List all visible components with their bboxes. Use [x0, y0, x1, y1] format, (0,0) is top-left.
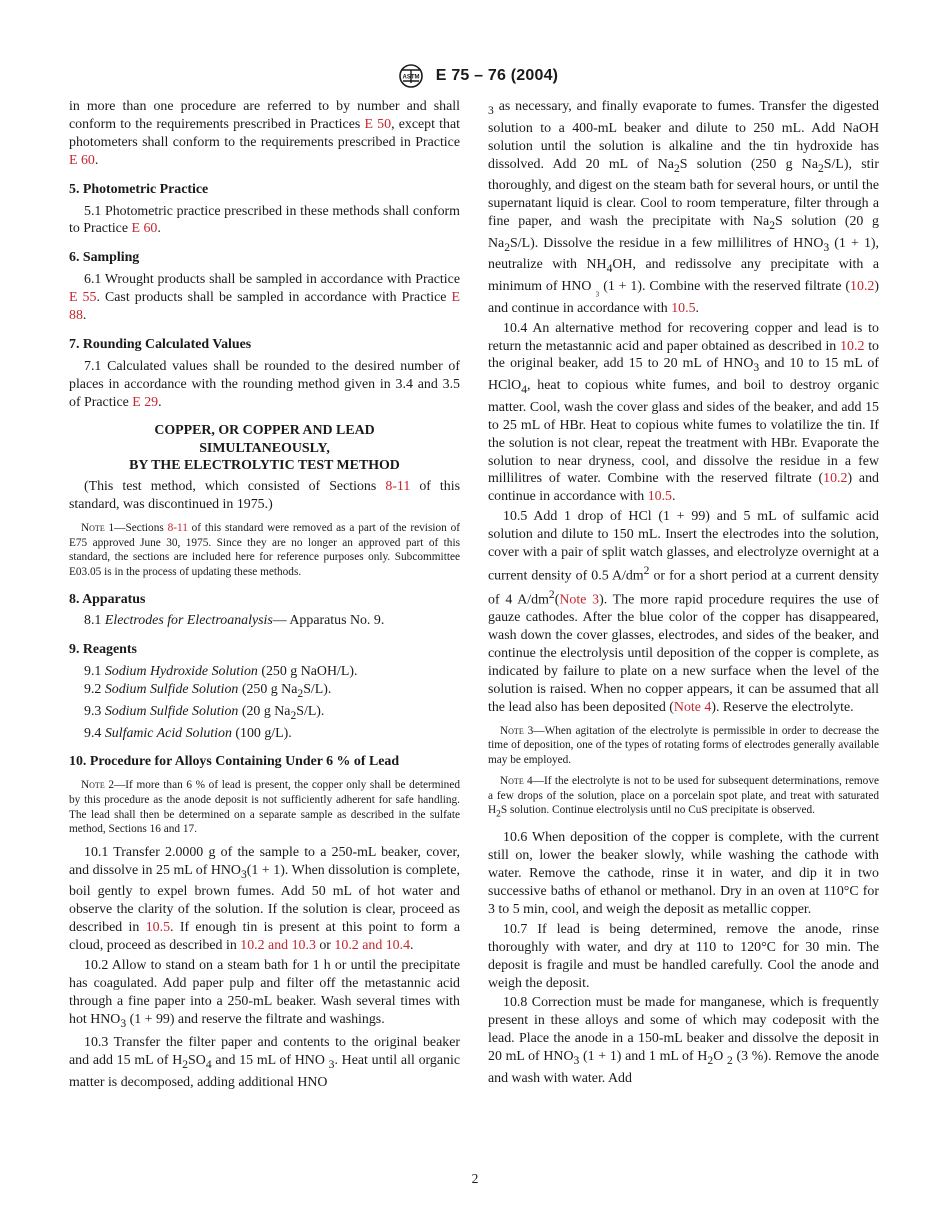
- paragraph: 10.4 An alternative method for recovering copper and lead is to return the metastannic acid and paper obtained as described in 10.2 to the original beaker, add 15 to 20 mL of $HNO_3$ and 10 to 15 mL of HClO$_4$, heat to copious white fumes, and boil to destroy organic matter. Cool, wash the cover glass and sides of the beaker, and add 15 to 25 mL of HBr. Heat to copious white fumes to volatilize the tin. If the solution is not clear, repeat the treatment with HBr. Evaporate the solution to near dryness, cool, and dissolve the residue in a few millilitres of water. Combine with the reserved filtrate (10.2) and continue in accordance with 10.5.: [488, 320, 880, 505]
- astm-logo-icon: [392, 64, 430, 88]
- ref-link[interactable]: E 55: [69, 290, 97, 306]
- ref-link[interactable]: E 50: [364, 116, 392, 132]
- paragraph: 6.1 Wrought products shall be sampled in accordance with Practice E 55. Cast products shall be sampled in accordance with Practice E 88.: [69, 272, 460, 324]
- page-number: 2: [471, 1171, 479, 1186]
- ref-link[interactable]: Note 4: [673, 699, 712, 715]
- paragraph: 10.1 Transfer 2.0000 g of the sample to a 250-mL beaker, cover, and dissolve in 25 mL of $HNO_3(1 + 1)$. When dissolution is complete, boil gently to expel brown fumes. Add 50 mL of hot water and observe the clarity of the solution. If the solution is clear, proceed as described in 10.5. If enough tin is present at this point to form a cloud, proceed as described in 10.2 and 10.3 or 10.2 and 10.4.: [69, 844, 460, 953]
- reagent-item: 9.2 Sodium Sulfide Solution (250 g $Na_2S/L$).: [84, 682, 332, 700]
- left-column: [69, 98, 460, 1094]
- paragraph-continued: $_3$ as necessary, and finally evaporate to fumes. Transfer the digested solution to a 400-mL beaker and dilute to 250 mL. Add NaOH solution until the solution is alkaline and the tin hydroxide has dissolved. Add 20 mL of $Na_2S$ solution (250 g $Na_2S/L$), stir thoroughly, and digest on the steam bath for several hours, or until the supernatant liquid is clear. Cool to room temperature, filter through a fine paper, and wash the precipitate with $Na_2S$ solution (20 g $Na_2S/L$). Dissolve the residue in a few millilitres of $HNO_3$ (1 + 1), neutralize with $NH_4OH$, and redissolve any precipitate with a minimum of HNO $_{_3}$ (1 + 1). Combine with the reserved filtrate (10.2) and continue in accordance with 10.5.: [488, 99, 879, 316]
- page-header: [0, 64, 950, 88]
- reagent-item: 9.3 Sodium Sulfide Solution (20 g $Na_2S/L$).: [84, 703, 325, 722]
- paragraph: 10.7 If lead is being determined, remove the anode, rinse thoroughly with water, and dry at 110 to 120°C for 30 min. The deposit is fragile and must be handled carefully. Cool the anode and weigh the deposit.: [488, 921, 879, 991]
- standard-designation: E 75 – 76 (2004): [435, 67, 559, 84]
- section-heading: 8. Apparatus: [69, 591, 146, 607]
- paragraph: 7.1 Calculated values shall be rounded to the desired number of places in accordance with the rounding method given in 3.4 and 3.5 of Practice E 29.: [69, 358, 460, 410]
- ref-link[interactable]: 8-11: [385, 479, 411, 495]
- ref-link[interactable]: 10.2 and 10.4: [334, 938, 411, 953]
- section-heading: 5. Photometric Practice: [69, 181, 209, 197]
- ref-link[interactable]: 10.2: [850, 279, 875, 295]
- logo-text: ASTM: [402, 74, 420, 81]
- note-3: Note 3—When agitation of the electrolyte is permissible in order to decrease the time of deposition, one of the types of rotating forms of electrodes generally available may be employed.: [488, 724, 879, 766]
- paragraph: 5.1 Photometric practice prescribed in these methods shall conform to Practice E 60.: [69, 203, 460, 237]
- ref-link[interactable]: E 60: [69, 152, 95, 168]
- ref-link[interactable]: Note 3: [559, 592, 600, 608]
- ref-link[interactable]: 10.5: [647, 489, 672, 505]
- reagent-item: 9.1 Sodium Hydroxide Solution (250 g NaOH/L).: [84, 664, 358, 680]
- method-title: COPPER, OR COPPER AND LEAD SIMULTANEOUSLY, BY THE ELECTROLYTIC TEST METHOD: [129, 422, 400, 474]
- paragraph: 10.5 Add 1 drop of HCl (1 + 99) and 5 mL of sulfamic acid solution and dilute to 150 mL. Insert the electrodes into the solution, cover with a pair of split watch glasses, and electrolyze overnight at a current density of 0.5 $A/dm^2$ or for a short period at a current density of 4 $A/dm^2(Note$ 3). The more rapid procedure requires the use of gauze cathodes. After the blue color of the copper has disappeared, wash down the cover glasses, electrodes, and sides of the beaker, and continue the electrolysis until deposition of the copper is complete, as indicated by failure to plate on a new surface when the level of the solution is raised. When no copper appears, it can be assumed that all the lead also has been deposited (Note 4). Reserve the electrolyte.: [488, 509, 880, 715]
- discontinued-notice: (This test method, which consisted of Sections 8-11 of this standard, was discontinued in 1975.): [69, 479, 461, 513]
- paragraph: 8.1 Electrodes for Electroanalysis— Apparatus No. 9.: [84, 613, 385, 629]
- paragraph: 10.6 When deposition of the copper is complete, with the current still on, lower the beaker slowly, while washing the cathode with water. Remove the cathode, rinse it in water, and dip it in two successive baths of ethanol or methanol. Dry in an oven at 110°C for 3 to 5 min, cool, and weigh the deposit as metallic copper.: [488, 830, 879, 917]
- note-2: Note 2—If more than 6 % of lead is present, the copper only shall be determined by this procedure as the anode deposit is not sufficiently adherent for safe handling. The lead shall then be determined on a separate sample as described in the sulfate method, Sections 16 and 17.: [69, 779, 460, 836]
- section-heading: 6. Sampling: [69, 250, 140, 266]
- note-4: Note 4—If the electrolyte is not to be used for subsequent determinations, remove a few drops of the solution, place on a porcelain spot plate, and treat with saturated $H_2S$ solution. Continue electrolysis until no CuS precipitate is observed.: [488, 775, 879, 820]
- section-heading: 10. Procedure for Alloys Containing Under 6 % of Lead: [69, 754, 400, 770]
- ref-link[interactable]: 10.2: [823, 471, 848, 487]
- intro-paragraph: in more than one procedure are referred to by number and shall conform to the requirements prescribed in Practices E 50, except that photometers shall conform to the requirements prescribed in Practice E 60.: [69, 99, 460, 168]
- note-1: Note 1—Sections 8-11 of this standard were removed as a part of the revision of E75 approved June 30, 1975. Since they are no longer an approved part of this standard, the sections are included here for reference purposes only. Subcommittee E03.05 is in the process of updating these methods.: [69, 522, 460, 578]
- ref-link[interactable]: 10.5: [145, 920, 171, 936]
- paragraph: 10.3 Transfer the filter paper and contents to the original beaker and add 15 mL of $H_2SO_4$ and 15 mL of HNO $_3$. Heat until all organic matter is decomposed, adding additional HNO: [69, 1035, 460, 1090]
- ref-link[interactable]: E 29: [132, 394, 159, 410]
- ref-link[interactable]: 8-11: [167, 522, 188, 535]
- ref-link[interactable]: E 88: [69, 290, 460, 324]
- section-heading: 7. Rounding Calculated Values: [69, 336, 252, 352]
- paragraph: 10.2 Allow to stand on a steam bath for 1 h or until the precipitate has coagulated. Add paper pulp and filter off the metastannic acid through a fine paper into a 250-mL beaker. Wash several times with hot $HNO_3$ (1 + 99) and reserve the filtrate and washings.: [69, 957, 460, 1030]
- ref-link[interactable]: 10.2 and 10.3: [240, 938, 316, 953]
- ref-link[interactable]: 10.2: [840, 338, 865, 354]
- right-column: [488, 98, 879, 1090]
- ref-link[interactable]: 10.5: [671, 300, 696, 316]
- reagent-item: 9.4 Sulfamic Acid Solution (100 g/L).: [84, 725, 292, 741]
- section-heading: 9. Reagents: [69, 642, 137, 658]
- ref-link[interactable]: E 60: [131, 221, 158, 237]
- paragraph: 10.8 Correction must be made for manganese, which is frequently present in these alloys and some of which may codeposit with the lead. Place the anode in a 150-mL beaker and dissolve the deposit in 20 mL of $HNO_3$ (1 + 1) and 1 mL of $H_2O$ $_2$ (3 %). Remove the anode and wash with water. Add: [488, 995, 879, 1086]
